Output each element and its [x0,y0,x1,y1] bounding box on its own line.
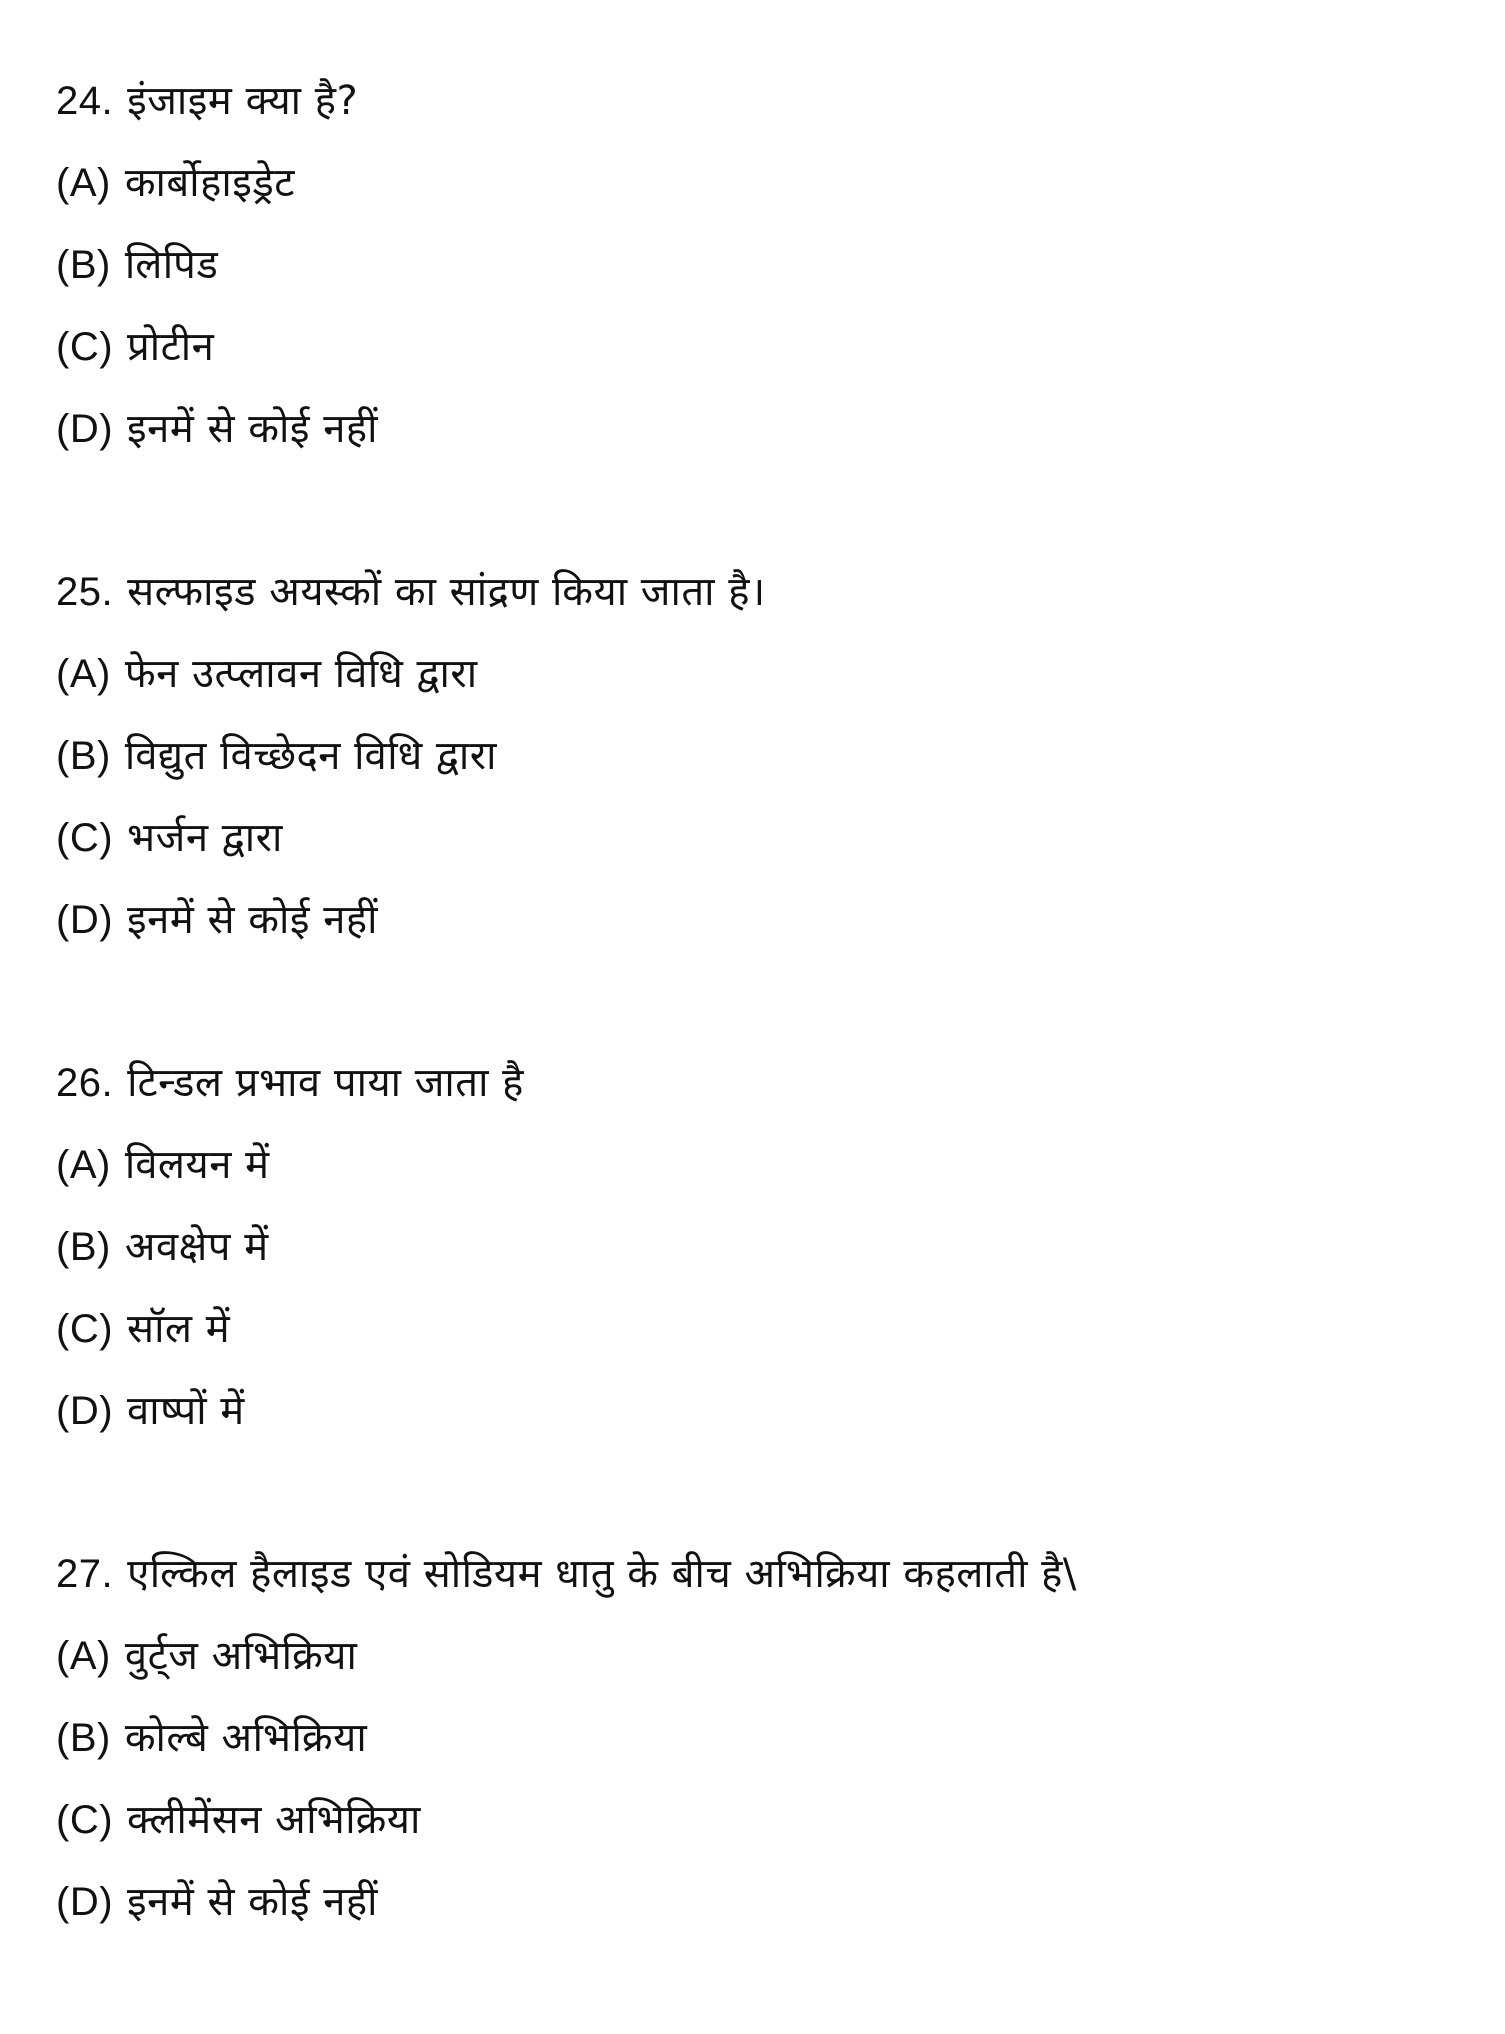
option-a [56,1615,1077,1697]
option-label: (B) [56,243,111,287]
option-label: (C) [56,1798,114,1842]
option-text: वाष्पों में [127,1388,245,1434]
option-text: कार्बोहाइड्रेट [124,160,295,206]
question-number: 26. [56,1061,114,1105]
option-label: (A) [56,161,111,205]
option-label: (D) [56,898,114,942]
option-d [56,879,1077,961]
question-stem [56,60,1077,142]
option-text: कोल्बे अभिक्रिया [124,1715,368,1761]
option-d [56,1861,1077,1943]
option-a [56,633,1077,715]
question-stem [56,1533,1077,1615]
option-d [56,1370,1077,1452]
option-text: इनमें से कोई नहीं [127,897,378,943]
question-24 [56,60,1077,470]
option-text: सॉल में [127,1306,231,1352]
option-text: इनमें से कोई नहीं [127,1879,378,1925]
question-text: टिन्डल प्रभाव पाया जाता है [127,1060,524,1106]
question-number: 24. [56,79,114,123]
option-a [56,1124,1077,1206]
option-label: (A) [56,652,111,696]
option-label: (D) [56,407,114,451]
option-c [56,306,1077,388]
option-d [56,388,1077,470]
option-text: लिपिड [124,242,219,288]
option-text: भर्जन द्वारा [127,815,283,861]
question-text: एल्किल हैलाइड एवं सोडियम धातु के बीच अभिक्रिया कहलाती है\ [127,1551,1077,1597]
option-b [56,715,1077,797]
option-label: (D) [56,1880,114,1924]
option-text: इनमें से कोई नहीं [127,406,378,452]
option-label: (C) [56,816,114,860]
option-label: (C) [56,1307,114,1351]
option-text: अवक्षेप में [124,1224,269,1270]
question-number: 25. [56,570,114,614]
question-25 [56,551,1077,961]
option-text: क्लीमेंसन अभिक्रिया [127,1797,421,1843]
option-c [56,1288,1077,1370]
option-b [56,1697,1077,1779]
option-label: (A) [56,1143,111,1187]
option-label: (D) [56,1389,114,1433]
option-text: विलयन में [124,1142,270,1188]
option-a [56,142,1077,224]
option-label: (A) [56,1634,111,1678]
option-c [56,1779,1077,1861]
question-stem [56,551,1077,633]
option-label: (C) [56,325,114,369]
question-27 [56,1533,1077,1943]
option-text: विद्युत विच्छेदन विधि द्वारा [124,733,498,779]
option-b [56,224,1077,306]
option-text: फेन उत्प्लावन विधि द्वारा [124,651,478,697]
question-text: इंजाइम क्या है? [127,78,359,124]
question-text: सल्फाइड अयस्कों का सांद्रण किया जाता है। [127,569,766,615]
option-label: (B) [56,1225,111,1269]
option-text: प्रोटीन [127,324,215,370]
question-26 [56,1042,1077,1452]
option-text: वुर्ट्ज अभिक्रिया [124,1633,358,1679]
option-c [56,797,1077,879]
option-label: (B) [56,1716,111,1760]
question-number: 27. [56,1552,114,1596]
option-b [56,1206,1077,1288]
question-page [56,60,1077,2024]
question-stem [56,1042,1077,1124]
option-label: (B) [56,734,111,778]
